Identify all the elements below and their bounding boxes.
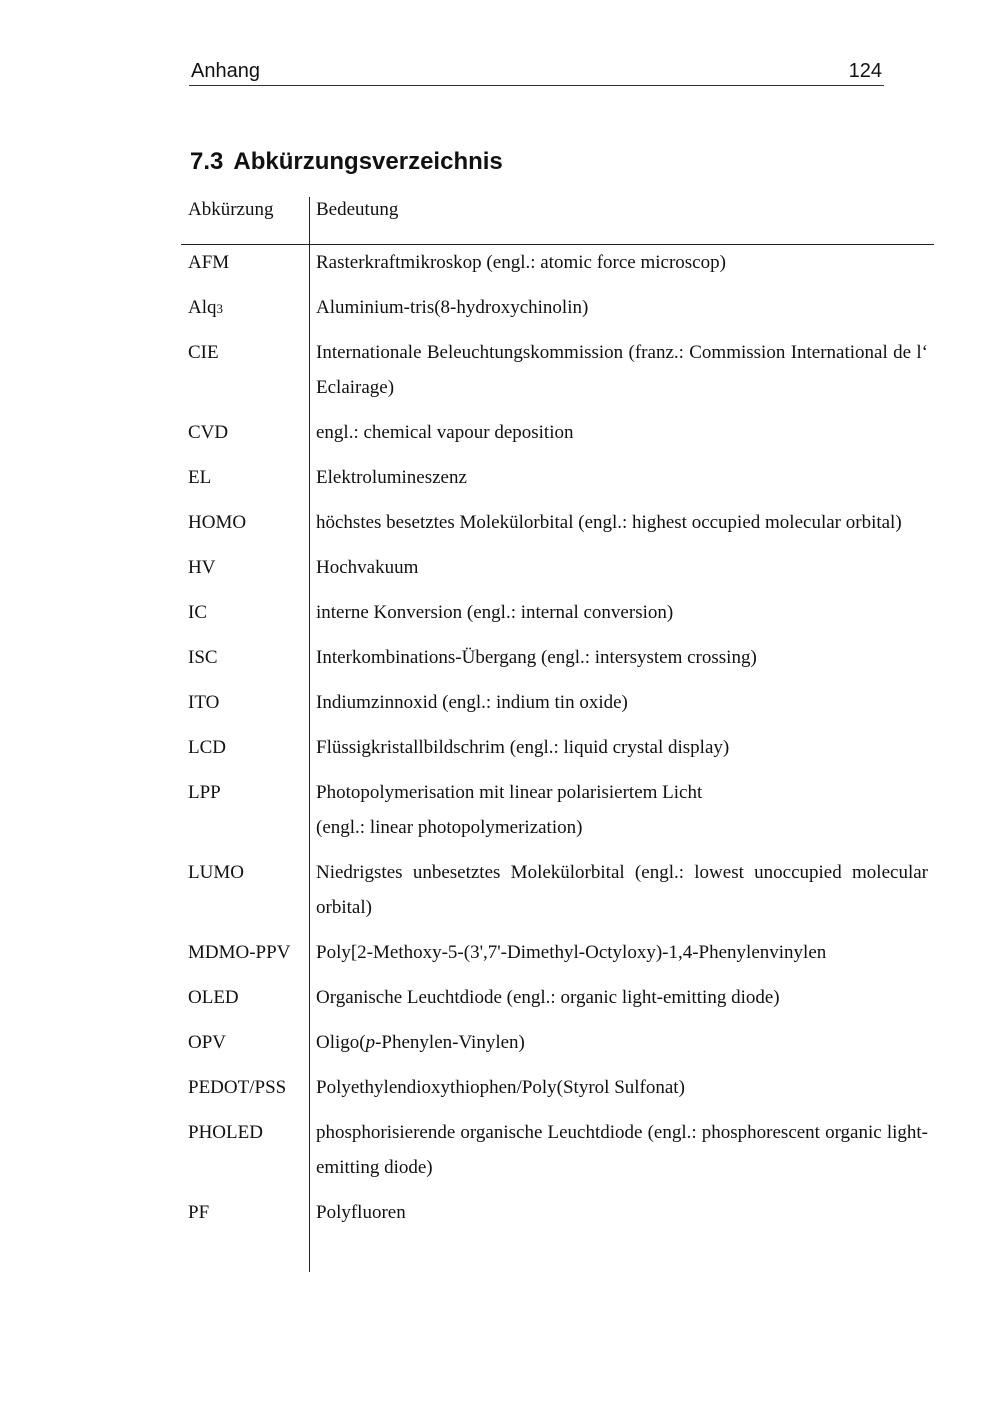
abbreviation: HOMO — [188, 512, 247, 533]
table-row — [0, 640, 1000, 685]
meaning: Elektrolumineszenz — [316, 467, 467, 488]
table-row — [0, 1195, 1000, 1240]
meaning-line: Photopolymerisation mit linear polarisiertem Licht — [316, 782, 703, 803]
table-row — [0, 245, 1000, 290]
abbreviation: HV — [188, 557, 216, 578]
meaning: Niedrigstes unbesetztes Molekülorbital (engl.: lowest unoccupied molecular orbital) — [316, 862, 928, 918]
meaning: höchstes besetztes Molekülorbital (engl.: highest occupied molecular orbital) — [316, 512, 902, 533]
abbreviation: IC — [188, 602, 207, 623]
meaning-italic: p — [365, 1032, 376, 1053]
abbreviation — [188, 290, 223, 326]
abbreviation: AFM — [188, 252, 230, 273]
meaning: Flüssigkristallbildschrim (engl.: liquid crystal display) — [316, 737, 730, 758]
table-row — [0, 460, 1000, 505]
abbreviation: LUMO — [188, 862, 244, 883]
meaning: Internationale Beleuchtungskommission (franz.: Commission International de l‘ Eclairage) — [316, 342, 928, 398]
table-row — [0, 855, 1000, 935]
meaning-suffix: -Phenylen-Vinylen) — [375, 1032, 525, 1053]
meaning: Rasterkraftmikroskop (engl.: atomic force microscop) — [316, 252, 726, 273]
meaning: Hochvakuum — [316, 557, 419, 578]
meaning — [316, 1025, 928, 1070]
meaning: Poly[2-Methoxy-5-(3',7'-Dimethyl-Octyloxy)-1,4-Phenylenvinylen — [316, 942, 827, 963]
abbreviation: OPV — [188, 1032, 227, 1053]
abbreviation: PEDOT/PSS — [188, 1077, 287, 1098]
section-number: 7.3 — [190, 148, 224, 175]
column-header-abbreviation: Abkürzung — [188, 199, 274, 220]
column-header-meaning: Bedeutung — [316, 199, 399, 220]
table-row — [0, 550, 1000, 595]
abbreviation: CVD — [188, 422, 229, 443]
table-row — [0, 505, 1000, 550]
header-section-label: Anhang — [191, 60, 260, 82]
meaning: Polyfluoren — [316, 1202, 406, 1223]
meaning — [316, 775, 928, 855]
page-number: 124 — [848, 60, 882, 82]
running-header — [189, 58, 884, 86]
abbreviation-text: Alq — [188, 297, 217, 318]
abbreviation: LPP — [188, 782, 221, 803]
abbreviation: ISC — [188, 647, 218, 668]
abbreviation-subscript: 3 — [216, 301, 223, 316]
table-row — [0, 595, 1000, 640]
abbreviation: MDMO-PPV — [188, 942, 291, 963]
abbreviation: PHOLED — [188, 1122, 263, 1143]
meaning: Polyethylendioxythiophen/Poly(Styrol Sulfonat) — [316, 1077, 685, 1098]
table-row — [0, 935, 1000, 980]
abbreviation: EL — [188, 467, 212, 488]
table-row — [0, 1025, 1000, 1070]
meaning: Organische Leuchtdiode (engl.: organic light-emitting diode) — [316, 987, 780, 1008]
meaning: Indiumzinnoxid (engl.: indium tin oxide) — [316, 692, 628, 713]
table-row — [0, 335, 1000, 415]
meaning: engl.: chemical vapour deposition — [316, 422, 574, 443]
abbreviation: ITO — [188, 692, 220, 713]
table-row — [0, 415, 1000, 460]
abbreviation: OLED — [188, 987, 239, 1008]
table-row — [0, 1070, 1000, 1115]
meaning-line: (engl.: linear photopolymerization) — [316, 817, 583, 838]
meaning: Aluminium-tris(8-hydroxychinolin) — [316, 297, 589, 318]
table-row — [0, 980, 1000, 1025]
table-row — [0, 775, 1000, 855]
meaning: phosphorisierende organische Leuchtdiode (engl.: phosphorescent organic light-emitting diode) — [316, 1122, 928, 1178]
section-title — [190, 148, 503, 176]
abbreviation: CIE — [188, 342, 219, 363]
meaning-prefix: Oligo( — [316, 1032, 366, 1053]
meaning: Interkombinations-Übergang (engl.: intersystem crossing) — [316, 647, 757, 668]
table-row — [0, 730, 1000, 775]
table-row — [0, 1115, 1000, 1195]
abbreviation-table — [0, 245, 1000, 1240]
table-row — [0, 290, 1000, 335]
abbreviation: PF — [188, 1202, 210, 1223]
section-title-text: Abkürzungsverzeichnis — [233, 148, 503, 175]
meaning: interne Konversion (engl.: internal conversion) — [316, 602, 674, 623]
table-row — [0, 685, 1000, 730]
abbreviation: LCD — [188, 737, 226, 758]
